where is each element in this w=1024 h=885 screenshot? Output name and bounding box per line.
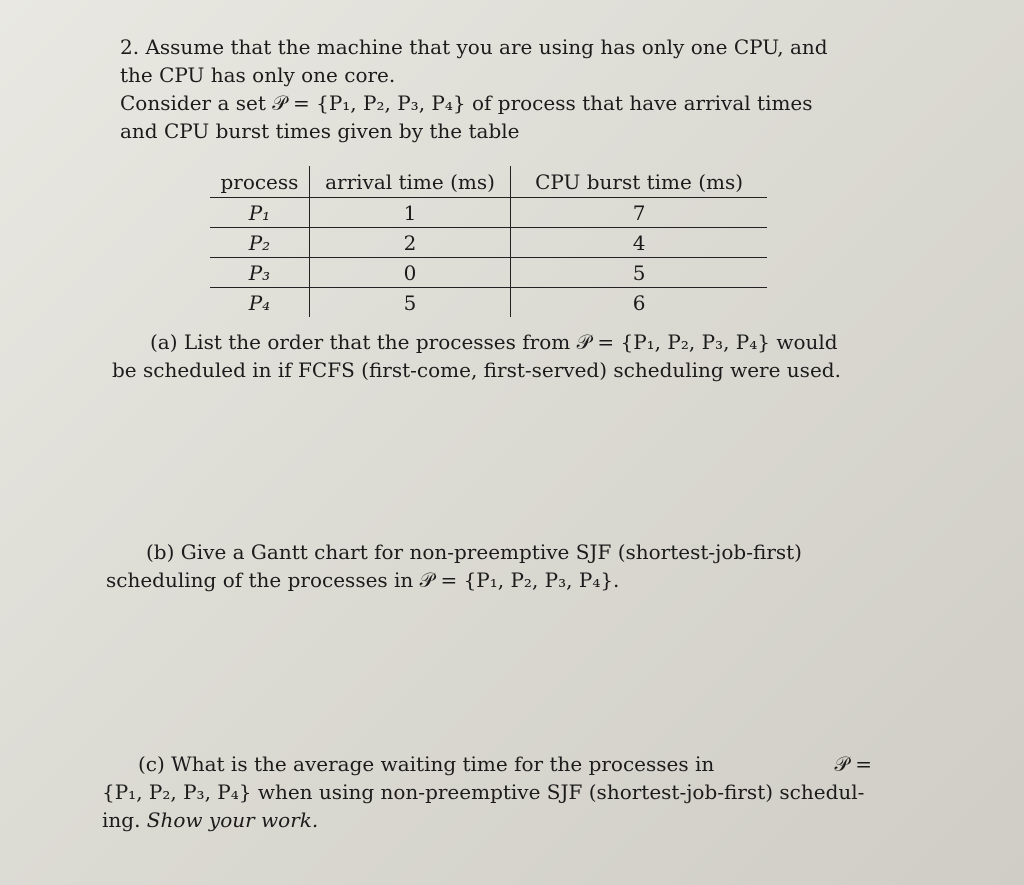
arrival-value: 1 [309, 198, 510, 228]
part-c-line-1-set: 𝒫 = [834, 752, 872, 776]
question-line-1: 2. Assume that the machine that you are using has only one CPU, and [120, 35, 828, 59]
burst-value: 6 [632, 290, 646, 315]
header-arrival-time: arrival time (ms) [309, 166, 510, 198]
process-name: P₄ [210, 288, 309, 318]
question-line-2: the CPU has only one core. [120, 63, 396, 87]
burst-value: 7 [511, 198, 767, 228]
part-c-line-3-text: ing. [102, 808, 147, 832]
table-header-row [210, 166, 767, 198]
part-c-line-2: {P₁, P₂, P₃, P₄} when using non-preemptive SJF (shortest-job-first) schedul- [102, 780, 865, 804]
show-your-work: Show your work. [146, 808, 319, 832]
process-name: P₂ [210, 228, 309, 258]
part-a-line-1: (a) List the order that the processes from 𝒫 = {P₁, P₂, P₃, P₄} would [150, 330, 838, 354]
process-name: P₃ [210, 258, 309, 288]
question-line-4: and CPU burst times given by the table [120, 119, 520, 143]
part-c [102, 750, 872, 834]
part-b [106, 538, 802, 594]
header-process: process [210, 166, 309, 198]
part-a [112, 328, 841, 384]
burst-value: 5 [511, 258, 767, 288]
part-c-line-3 [102, 806, 872, 834]
table-row [210, 228, 767, 258]
arrival-value: 2 [309, 228, 510, 258]
part-a-line-2: be scheduled in if FCFS (first-come, first-served) scheduling were used. [112, 358, 841, 382]
arrival-value: 5 [309, 288, 510, 318]
question-line-3: Consider a set 𝒫 = {P₁, P₂, P₃, P₄} of process that have arrival times [120, 91, 813, 115]
part-c-line-1 [102, 750, 872, 778]
table-row [210, 258, 767, 288]
process-name: P₁ [210, 198, 309, 228]
process-table [210, 166, 767, 317]
header-cpu-burst-time: CPU burst time (ms) [511, 166, 767, 198]
burst-value: 4 [511, 228, 767, 258]
question-intro [120, 33, 828, 145]
table-row [210, 198, 767, 228]
arrival-value: 0 [309, 258, 510, 288]
part-c-line-1-text: (c) What is the average waiting time for the processes in [138, 752, 715, 776]
part-b-line-1: (b) Give a Gantt chart for non-preemptive SJF (shortest-job-first) [146, 540, 802, 564]
table-row [210, 288, 767, 318]
part-b-line-2: scheduling of the processes in 𝒫 = {P₁, P₂, P₃, P₄}. [106, 568, 620, 592]
